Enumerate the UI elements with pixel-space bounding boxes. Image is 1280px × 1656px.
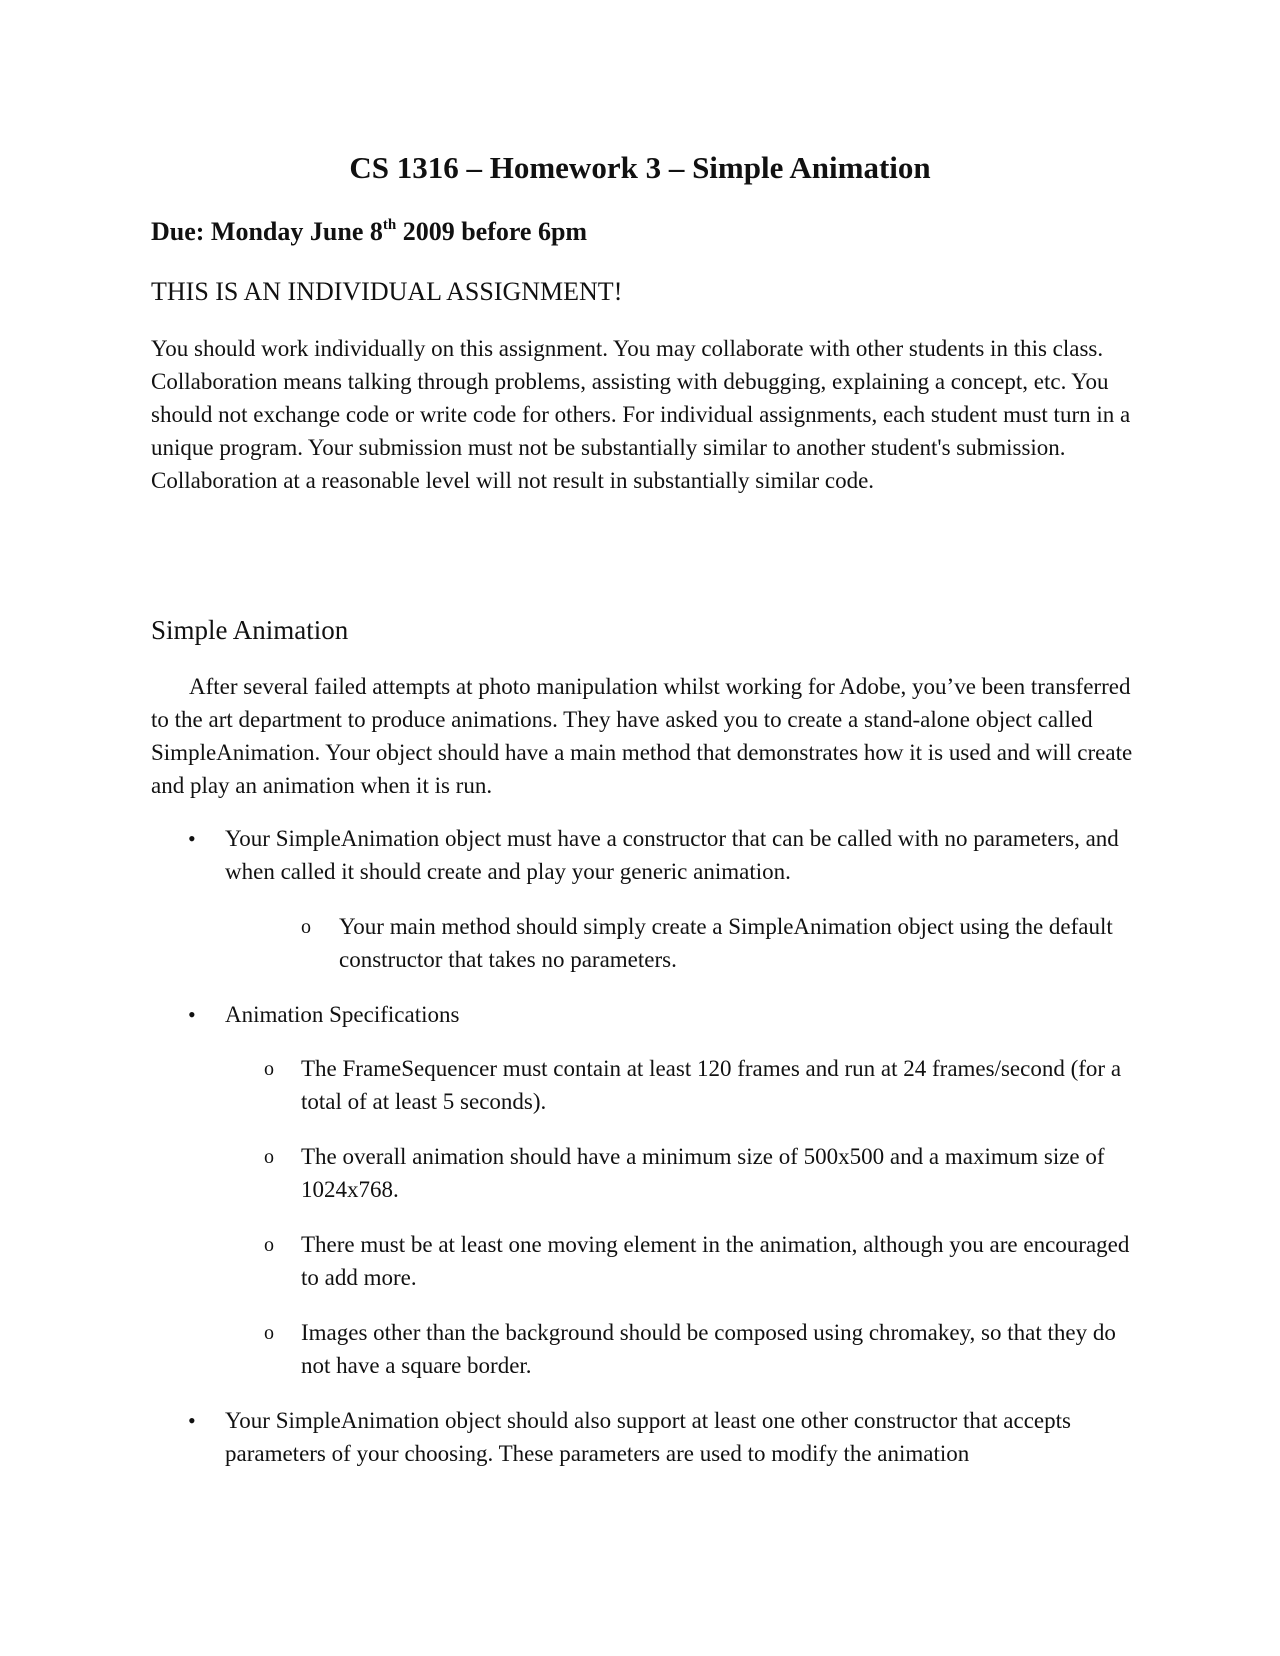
sub-bullet-marker: o xyxy=(264,1234,274,1256)
sub-item-moving-element xyxy=(264,1228,1131,1294)
sub-item-text: The overall animation should have a minimum size of 500x500 and a maximum size of 1024x768. xyxy=(301,1144,1105,1202)
sub-bullet-marker: o xyxy=(264,1058,274,1080)
story-paragraph: After several failed attempts at photo manipulation whilst working for Adobe, you’ve been transferred to the art department to produce animations. They have asked you to create a stand-alone object called SimpleAnimation. Your object should have a main method that demonstrates how it is used and will create and play an animation when it is run. xyxy=(151,674,1133,798)
sub-item-text: There must be at least one moving element in the animation, although you are encouraged to add more. xyxy=(301,1232,1130,1290)
sub-item-text: The FrameSequencer must contain at least 120 frames and run at 24 frames/second (for a total of at least 5 seconds). xyxy=(301,1056,1122,1114)
list-item-text: Your SimpleAnimation object must have a constructor that can be called with no parameters, and when called it should create and play your generic animation. xyxy=(225,826,1119,884)
list-item-specifications xyxy=(188,998,1130,1031)
sub-bullet-marker: o xyxy=(264,1146,274,1168)
sub-item-main-method xyxy=(301,910,1134,976)
bullet-marker: • xyxy=(188,1408,196,1433)
sub-item-size xyxy=(264,1140,1131,1206)
bullet-marker: • xyxy=(188,1002,196,1027)
sub-item-text: Images other than the background should be composed using chromakey, so that they do not have a square border. xyxy=(301,1320,1116,1378)
bullet-marker: • xyxy=(188,826,196,851)
section-heading: Simple Animation xyxy=(151,615,349,645)
sub-bullet-marker: o xyxy=(264,1322,274,1344)
individual-notice: THIS IS AN INDIVIDUAL ASSIGNMENT! xyxy=(151,277,623,306)
list-item-second-constructor xyxy=(188,1404,1130,1470)
sub-item-text: Your main method should simply create a SimpleAnimation object using the default constructor that takes no parameters. xyxy=(339,914,1113,972)
list-item-text: Animation Specifications xyxy=(225,1002,460,1027)
sub-item-frames xyxy=(264,1052,1131,1118)
list-item-constructor xyxy=(188,822,1130,888)
collaboration-paragraph: You should work individually on this assignment. You may collaborate with other students in this class. Collaboration means talking through problems, assisting with debugging, explaining a concept, etc. You should not exchange code or write code for others. For individual assignments, each student must turn in a unique program. Your submission must not be substantially similar to another student's submission. Collaboration at a reasonable level will not result in substantially similar code. xyxy=(151,336,1131,493)
due-date xyxy=(151,214,587,250)
list-item-text: Your SimpleAnimation object should also support at least one other constructor that accepts parameters of your choosing. These parameters are used to modify the animation xyxy=(225,1408,1071,1466)
due-date-time: 2009 before 6pm xyxy=(396,217,588,246)
sub-bullet-marker: o xyxy=(301,916,311,938)
sub-item-chromakey xyxy=(264,1316,1131,1382)
document-title: CS 1316 – Homework 3 – Simple Animation xyxy=(349,150,931,185)
due-date-text: Due: Monday June 8 xyxy=(151,217,383,246)
due-date-ordinal: th xyxy=(382,217,397,233)
